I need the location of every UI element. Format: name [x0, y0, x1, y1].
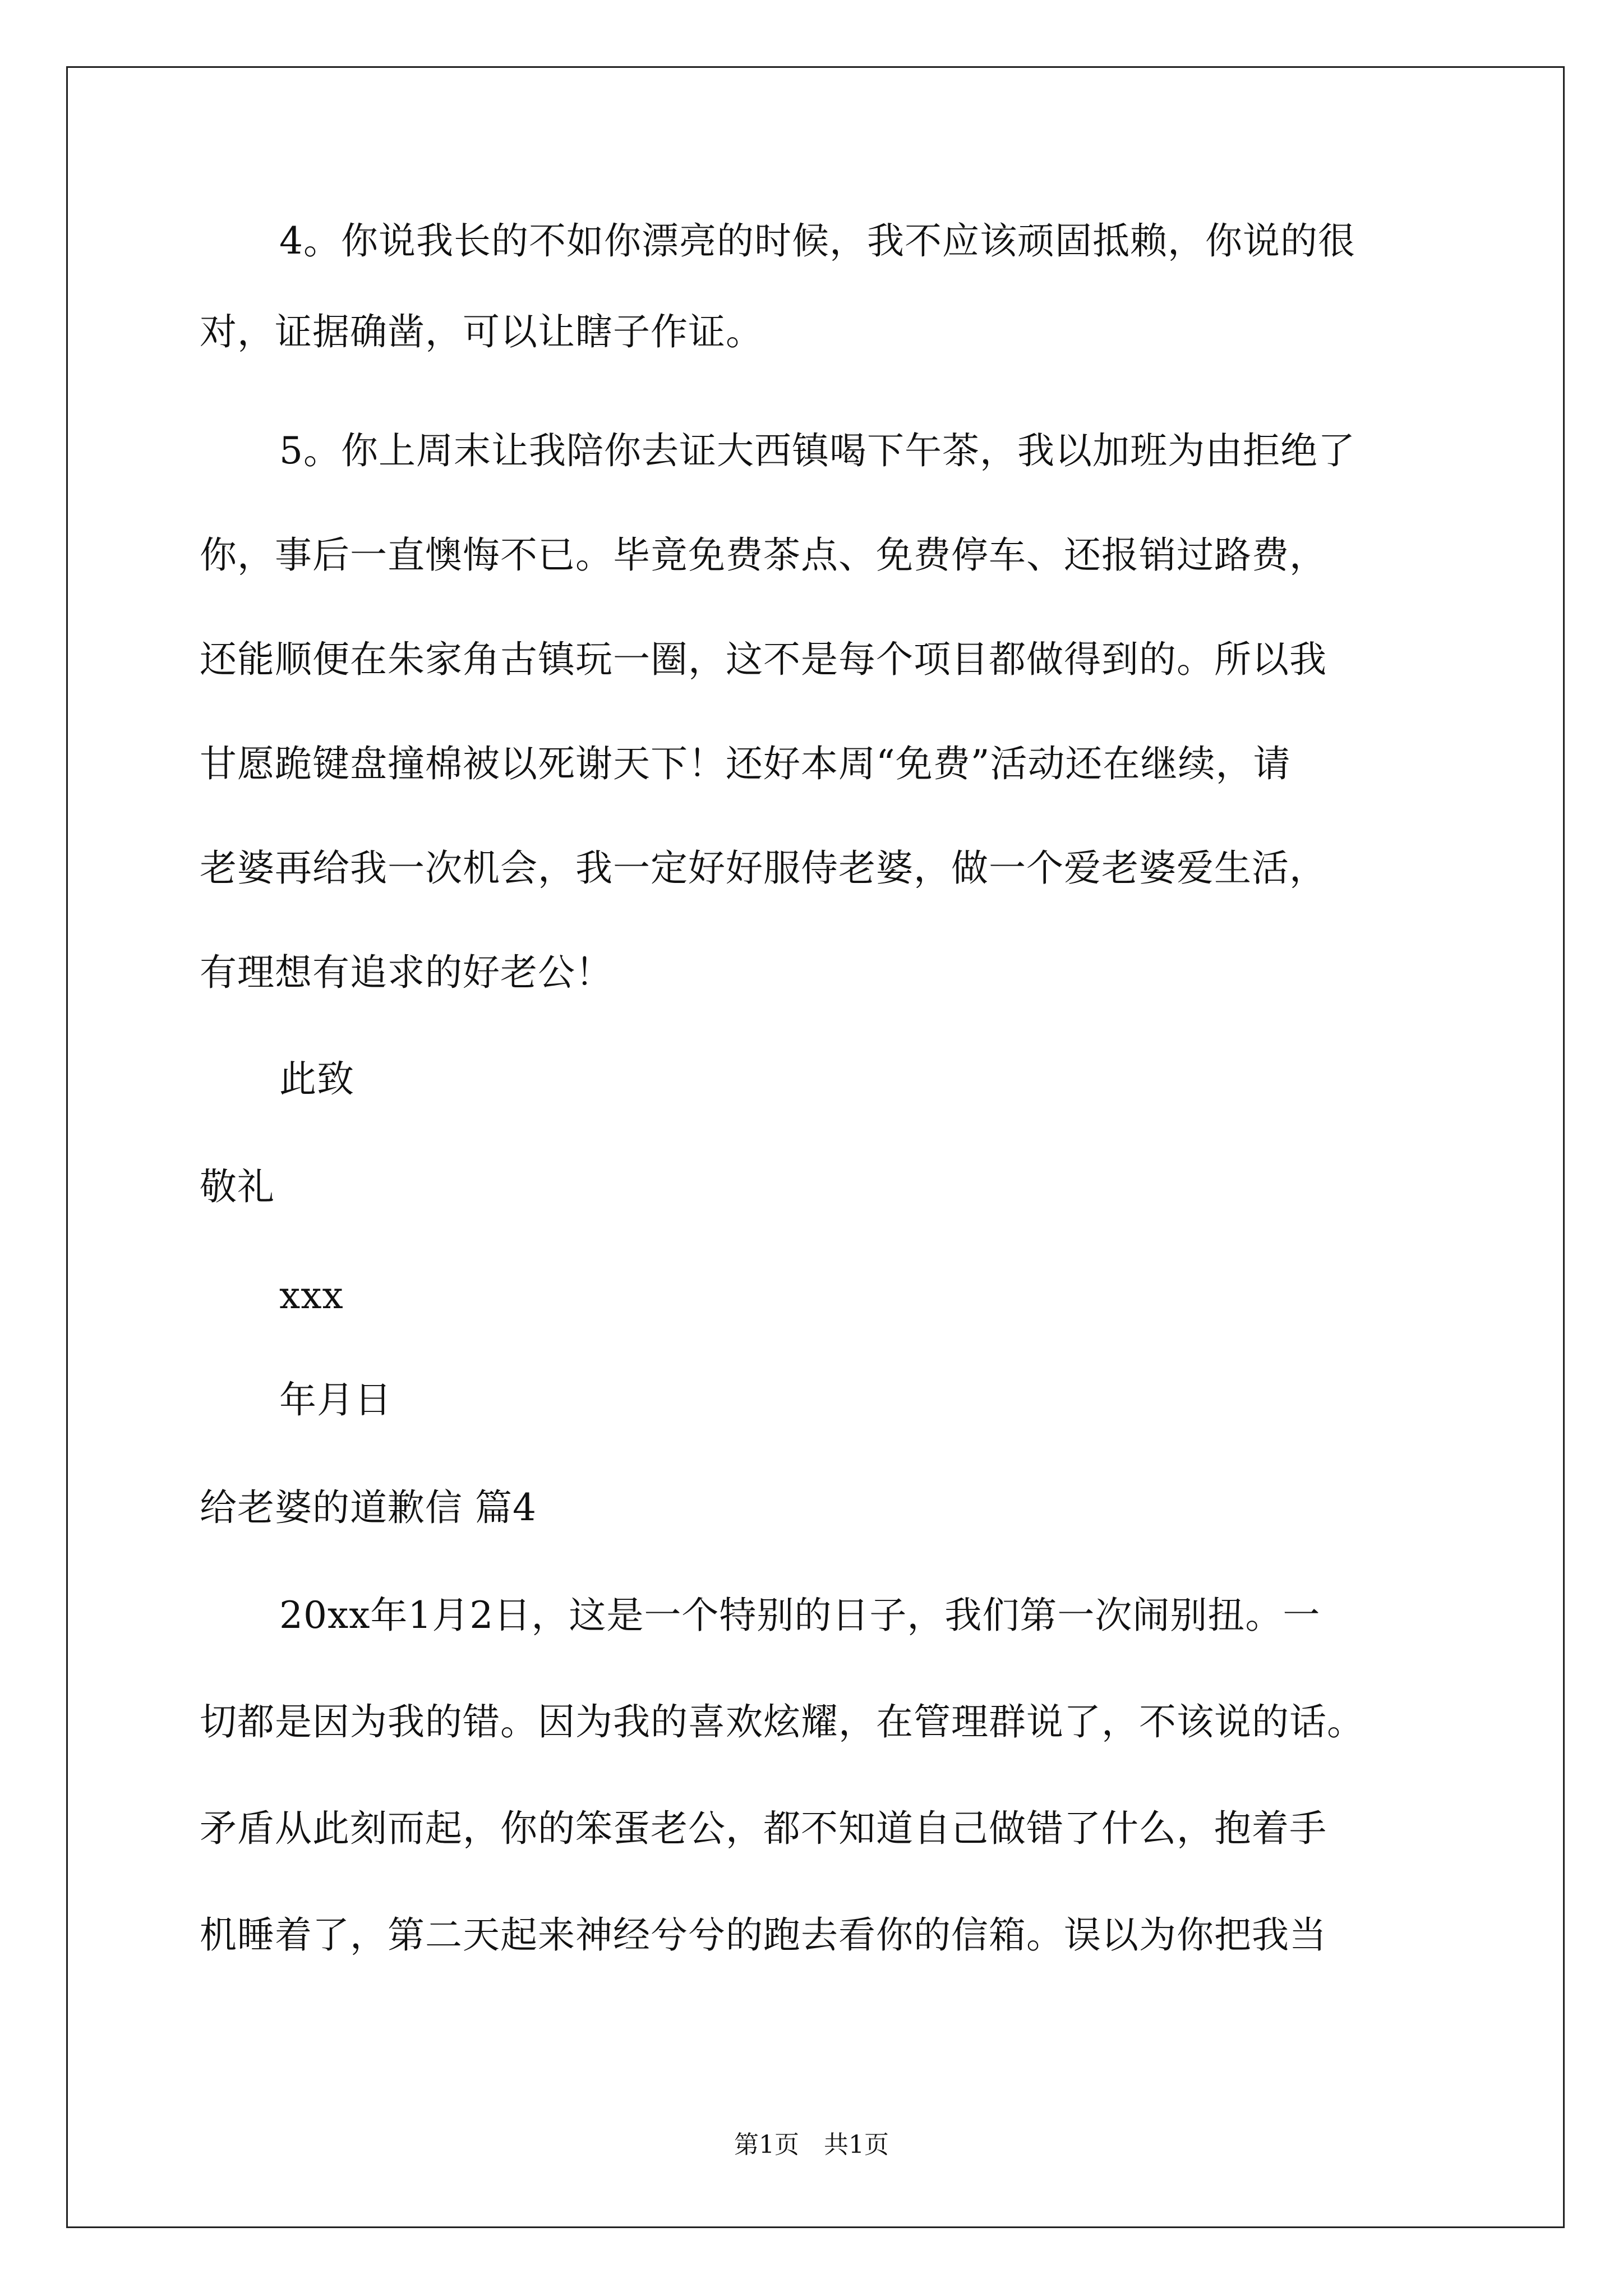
paragraph-5-line-4: 甘愿跪键盘撞棉被以死谢天下！还好本周“免费”活动还在继续，请 [200, 742, 1291, 785]
paragraph-5-line-3: 还能顺便在朱家角古镇玩一圈，这不是每个项目都做得到的。所以我 [200, 638, 1327, 681]
closing-respect: 敬礼 [200, 1165, 275, 1208]
paragraph-4-line-2: 对，证据确凿，可以让瞎子作证。 [200, 310, 763, 353]
paragraph-5-line-1: 5。你上周末让我陪你去证大西镇喝下午茶，我以加班为由拒绝了 [279, 429, 1355, 472]
closing-salutation: 此致 [279, 1057, 354, 1101]
letter-4-line-1: 20xx年1月2日，这是一个特别的日子，我们第一次闹别扭。一 [279, 1594, 1321, 1637]
page-number-footer: 第1页 共1页 [734, 2131, 889, 2159]
signature: xxx [279, 1274, 344, 1317]
date-line: 年月日 [279, 1378, 392, 1421]
paragraph-4-line-1: 4。你说我长的不如你漂亮的时候，我不应该顽固抵赖，你说的很 [279, 219, 1355, 263]
letter-4-line-2: 切都是因为我的错。因为我的喜欢炫耀，在管理群说了，不该说的话。 [200, 1700, 1364, 1743]
paragraph-5-line-6: 有理想有追求的好老公！ [200, 951, 613, 994]
page-border [66, 66, 1565, 2228]
letter-4-line-4: 机睡着了，第二天起来神经兮兮的跑去看你的信箱。误以为你把我当 [200, 1913, 1327, 1957]
section-heading: 给老婆的道歉信 篇4 [200, 1486, 537, 1529]
letter-4-line-3: 矛盾从此刻而起，你的笨蛋老公，都不知道自己做错了什么，抱着手 [200, 1807, 1327, 1850]
paragraph-5-line-5: 老婆再给我一次机会，我一定好好服侍老婆，做一个爱老婆爱生活， [200, 846, 1327, 890]
paragraph-5-line-2: 你，事后一直懊悔不已。毕竟免费茶点、免费停车、还报销过路费， [200, 533, 1327, 577]
